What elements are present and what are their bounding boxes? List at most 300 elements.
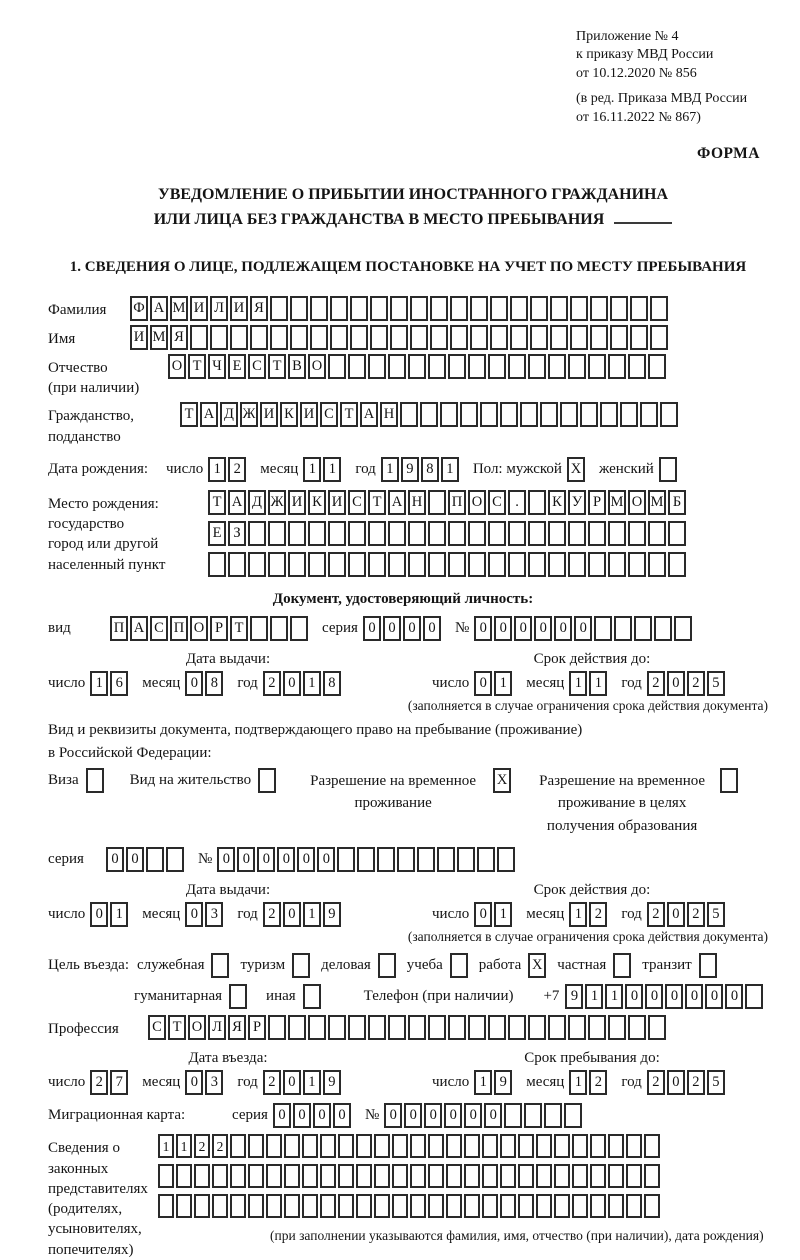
char-box: 0	[444, 1103, 462, 1128]
char-box: 2	[687, 902, 705, 927]
profession-row	[48, 1015, 778, 1040]
char-box: О	[628, 490, 646, 515]
char-box	[590, 325, 608, 350]
visit-purpose-row2	[134, 984, 778, 1009]
entry-date-fields	[48, 1070, 408, 1095]
char-box	[568, 1015, 586, 1040]
char-box	[448, 354, 466, 379]
char-box	[488, 1015, 506, 1040]
residence-doc-series-row	[48, 847, 778, 872]
char-box: 0	[423, 616, 441, 641]
purpose-business	[321, 953, 398, 978]
year-label: год	[355, 460, 376, 477]
char-box	[482, 1194, 498, 1218]
char-box: 3	[205, 902, 223, 927]
char-box	[568, 354, 586, 379]
char-box	[428, 552, 446, 577]
purpose-humanitarian-checkbox	[229, 984, 249, 1009]
purpose-work-checkbox	[528, 953, 548, 978]
rvp-number-boxes	[217, 847, 517, 872]
form-title-line2	[48, 208, 778, 233]
char-box: Т	[180, 402, 198, 427]
char-box: 9	[565, 984, 583, 1009]
birth-place-label-line: город или другой	[48, 536, 159, 553]
sex-male-checkbox	[567, 457, 587, 482]
doc-valid-date	[432, 651, 752, 696]
char-box	[468, 521, 486, 546]
purpose-work-label: работа	[478, 957, 522, 974]
char-box: 8	[205, 671, 223, 696]
entry-day	[90, 1070, 130, 1095]
surname-row	[48, 296, 778, 321]
rvp-issue-fields	[48, 902, 408, 927]
entry-month	[185, 1070, 225, 1095]
char-box: О	[308, 354, 326, 379]
month-label: месяц	[142, 674, 181, 691]
rvp-valid-heading: Срок действия до:	[533, 882, 651, 899]
char-box: 0	[293, 1103, 311, 1128]
char-box: 0	[474, 616, 492, 641]
residence-doc-intro1: Вид и реквизиты документа, подтверждающего право на пребывание (проживание)	[48, 721, 583, 738]
char-box: 0	[403, 616, 421, 641]
stay-until-fields	[432, 1070, 752, 1095]
purpose-humanitarian-label: гуманитарная	[134, 988, 223, 1005]
char-box: 0	[474, 902, 492, 927]
rvp-issue-heading: Дата выдачи:	[185, 882, 271, 899]
char-box	[448, 521, 466, 546]
char-box: Т	[368, 490, 386, 515]
char-box: 8	[421, 457, 439, 482]
char-box: Т	[168, 1015, 186, 1040]
month-label: месяц	[142, 906, 181, 923]
char-box	[548, 552, 566, 577]
char-box: А	[130, 616, 148, 641]
char-box: П	[448, 490, 466, 515]
doc-issue-heading: Дата выдачи:	[185, 650, 271, 667]
char-box: X	[528, 953, 546, 978]
char-box: 0	[667, 902, 685, 927]
purpose-business-label: деловая	[321, 957, 371, 974]
char-box	[508, 1015, 526, 1040]
char-box: А	[228, 490, 246, 515]
char-box	[328, 521, 346, 546]
char-box: 0	[333, 1103, 351, 1128]
char-box	[308, 1015, 326, 1040]
char-box	[572, 1134, 588, 1158]
day-label: число	[48, 1074, 86, 1091]
char-box	[328, 354, 346, 379]
doc-kind-label: вид	[48, 619, 71, 636]
char-box: 0	[534, 616, 552, 641]
char-box: 0	[725, 984, 743, 1009]
char-box	[548, 354, 566, 379]
char-box	[648, 521, 666, 546]
day-label: число	[432, 674, 470, 691]
char-box: 0	[685, 984, 703, 1009]
char-box	[588, 1015, 606, 1040]
day-label: число	[432, 1074, 470, 1091]
identity-doc-heading: Документ, удостоверяющий личность:	[272, 590, 534, 607]
char-box: 0	[464, 1103, 482, 1128]
profession-boxes	[148, 1015, 668, 1040]
char-box	[610, 325, 628, 350]
birth-place-label-line: Место рождения:	[48, 495, 159, 512]
char-box	[368, 354, 386, 379]
birth-day-boxes	[208, 457, 248, 482]
char-box	[644, 1194, 660, 1218]
char-box	[400, 402, 418, 427]
char-box	[350, 296, 368, 321]
char-box: Н	[380, 402, 398, 427]
char-box	[348, 552, 366, 577]
char-box	[440, 402, 458, 427]
char-box	[266, 1164, 282, 1188]
char-box	[530, 296, 548, 321]
representatives-label	[48, 1134, 158, 1260]
char-box	[230, 1194, 246, 1218]
char-box	[450, 296, 468, 321]
char-box: 0	[484, 1103, 502, 1128]
char-box	[290, 296, 308, 321]
amendment-line: (в ред. Приказа МВД России	[576, 91, 748, 107]
char-box	[308, 552, 326, 577]
char-box	[590, 1164, 606, 1188]
char-box	[540, 402, 558, 427]
purpose-private	[557, 953, 633, 978]
char-box: 0	[404, 1103, 422, 1128]
char-box: 0	[574, 616, 592, 641]
year-label: год	[237, 906, 258, 923]
char-box	[608, 521, 626, 546]
char-box	[212, 1164, 228, 1188]
char-box: Б	[668, 490, 686, 515]
char-box: .	[508, 490, 526, 515]
char-box: 0	[667, 1070, 685, 1095]
char-box: М	[648, 490, 666, 515]
char-box: 2	[687, 1070, 705, 1095]
representatives-label-line: представителях	[48, 1180, 148, 1197]
char-box	[446, 1134, 462, 1158]
char-box: 0	[514, 616, 532, 641]
char-box	[648, 552, 666, 577]
purpose-official-checkbox	[211, 953, 231, 978]
char-box	[348, 354, 366, 379]
char-box: 0	[277, 847, 295, 872]
char-box: 0	[363, 616, 381, 641]
char-box	[580, 402, 598, 427]
char-box: 7	[110, 1070, 128, 1095]
stay-until-month	[569, 1070, 609, 1095]
char-box	[568, 521, 586, 546]
char-box	[337, 847, 355, 872]
char-box	[554, 1194, 570, 1218]
char-box: М	[170, 296, 188, 321]
char-box	[248, 1194, 264, 1218]
char-box: 1	[381, 457, 399, 482]
char-box: 0	[384, 1103, 402, 1128]
residence-permit-label: Вид на жительство	[129, 771, 252, 788]
purpose-other	[266, 984, 323, 1009]
char-box	[520, 402, 538, 427]
char-box	[626, 1194, 642, 1218]
sex-female-checkbox	[659, 457, 679, 482]
char-box: 1	[158, 1134, 174, 1158]
entry-year	[263, 1070, 343, 1095]
char-box: К	[280, 402, 298, 427]
char-box: 2	[212, 1134, 228, 1158]
representatives-label-line: попечителях)	[48, 1241, 134, 1258]
visit-purpose-row1	[48, 953, 778, 978]
surname-label: Фамилия	[48, 301, 107, 318]
year-label: год	[621, 1074, 642, 1091]
char-box	[428, 1015, 446, 1040]
char-box	[497, 847, 515, 872]
char-box: С	[488, 490, 506, 515]
char-box: 6	[110, 671, 128, 696]
identity-doc-dates	[48, 651, 778, 696]
citizenship-row	[48, 402, 778, 447]
char-box	[628, 354, 646, 379]
citizenship-label	[48, 402, 180, 447]
char-box	[392, 1164, 408, 1188]
rvp-issue-month	[185, 902, 225, 927]
visa-label: Виза	[48, 771, 79, 788]
char-box: Ж	[268, 490, 286, 515]
char-box	[194, 1164, 210, 1188]
char-box: Ж	[240, 402, 258, 427]
char-box: 2	[228, 457, 246, 482]
residence-doc-options	[48, 768, 778, 838]
char-box: Т	[208, 490, 226, 515]
char-box	[284, 1134, 300, 1158]
char-box	[320, 1164, 336, 1188]
char-box	[368, 521, 386, 546]
char-box: 0	[424, 1103, 442, 1128]
char-box: О	[168, 354, 186, 379]
representatives-row1	[158, 1134, 764, 1158]
char-box	[176, 1164, 192, 1188]
char-box	[630, 296, 648, 321]
char-box: 1	[110, 902, 128, 927]
char-box	[430, 325, 448, 350]
doc-valid-fields	[432, 671, 752, 696]
char-box	[572, 1194, 588, 1218]
purpose-business-checkbox	[378, 953, 398, 978]
doc-number-boxes	[474, 616, 694, 641]
char-box: 1	[589, 671, 607, 696]
char-box	[303, 984, 321, 1009]
char-box: 1	[303, 457, 321, 482]
char-box	[608, 1015, 626, 1040]
char-box	[397, 847, 415, 872]
char-box: Т	[268, 354, 286, 379]
char-box	[258, 768, 276, 793]
char-box: 1	[303, 902, 321, 927]
char-box	[338, 1194, 354, 1218]
doc-series-label: серия	[322, 619, 358, 636]
char-box	[588, 552, 606, 577]
char-box	[613, 953, 631, 978]
char-box	[356, 1134, 372, 1158]
doc-kind-boxes	[110, 616, 310, 641]
char-box	[446, 1194, 462, 1218]
rvp-valid-year	[647, 902, 727, 927]
birth-place-label-line: государство	[48, 516, 125, 533]
char-box: Е	[208, 521, 226, 546]
char-box: Д	[248, 490, 266, 515]
char-box	[644, 1134, 660, 1158]
char-box	[248, 1164, 264, 1188]
char-box: 1	[323, 457, 341, 482]
purpose-tourism	[240, 953, 312, 978]
patronymic-label	[48, 354, 168, 399]
char-box: И	[190, 296, 208, 321]
char-box: 0	[126, 847, 144, 872]
char-box	[410, 325, 428, 350]
char-box: Р	[248, 1015, 266, 1040]
char-box: М	[608, 490, 626, 515]
rvp-number-label: №	[198, 851, 213, 868]
char-box	[288, 1015, 306, 1040]
char-box	[338, 1134, 354, 1158]
char-box	[230, 1164, 246, 1188]
char-box	[368, 1015, 386, 1040]
char-box: 2	[194, 1134, 210, 1158]
char-box	[528, 354, 546, 379]
char-box	[270, 325, 288, 350]
char-box	[348, 1015, 366, 1040]
name-label: Имя	[48, 330, 76, 347]
char-box: И	[130, 325, 148, 350]
char-box: А	[388, 490, 406, 515]
char-box: С	[348, 490, 366, 515]
char-box	[268, 521, 286, 546]
form-title-line1: УВЕДОМЛЕНИЕ О ПРИБЫТИИ ИНОСТРАННОГО ГРАЖДАНИНА	[157, 186, 669, 204]
doc-valid-day	[474, 671, 514, 696]
char-box	[158, 1194, 174, 1218]
char-box	[650, 296, 668, 321]
char-box: 1	[90, 671, 108, 696]
char-box	[640, 402, 658, 427]
char-box: П	[170, 616, 188, 641]
char-box: 1	[569, 1070, 587, 1095]
edu-permit-option	[531, 768, 740, 838]
char-box	[417, 847, 435, 872]
birth-month-boxes	[303, 457, 343, 482]
year-label: год	[621, 674, 642, 691]
char-box	[430, 296, 448, 321]
char-box	[288, 521, 306, 546]
char-box	[370, 325, 388, 350]
char-box	[628, 1015, 646, 1040]
doc-number-label: №	[454, 619, 470, 636]
mc-number-label: №	[364, 1107, 380, 1124]
char-box	[659, 457, 677, 482]
char-box	[250, 616, 268, 641]
visa-checkbox	[86, 768, 106, 793]
char-box	[590, 1134, 606, 1158]
year-label: год	[237, 1074, 258, 1091]
char-box: 0	[283, 902, 301, 927]
char-box	[544, 1103, 562, 1128]
citizenship-label-line2: подданство	[48, 428, 121, 445]
purpose-private-checkbox	[613, 953, 633, 978]
char-box	[590, 296, 608, 321]
char-box	[620, 402, 638, 427]
char-box: Н	[408, 490, 426, 515]
char-box: А	[200, 402, 218, 427]
char-box: И	[260, 402, 278, 427]
appendix-line: к приказу МВД России	[576, 47, 714, 63]
birth-place-row1	[208, 490, 688, 515]
temp-permit-option	[300, 768, 513, 815]
char-box: В	[288, 354, 306, 379]
profession-label: Профессия	[48, 1021, 119, 1038]
char-box	[428, 490, 446, 515]
char-box: 5	[707, 1070, 725, 1095]
birth-place-label	[48, 490, 208, 575]
char-box	[378, 953, 396, 978]
month-label: месяц	[526, 674, 565, 691]
phone-boxes	[565, 984, 765, 1009]
char-box	[699, 953, 717, 978]
char-box: 1	[208, 457, 226, 482]
char-box: О	[468, 490, 486, 515]
day-label: число	[166, 460, 204, 477]
char-box	[268, 552, 286, 577]
rvp-issue-day	[90, 902, 130, 927]
residence-doc-dates	[48, 882, 778, 927]
sex-female-label: женский	[598, 460, 654, 477]
char-box	[284, 1164, 300, 1188]
char-box: 0	[625, 984, 643, 1009]
char-box	[388, 521, 406, 546]
char-box	[428, 354, 446, 379]
char-box	[208, 552, 226, 577]
char-box: Л	[210, 296, 228, 321]
char-box: 0	[185, 1070, 203, 1095]
form-title	[48, 183, 778, 233]
char-box	[464, 1164, 480, 1188]
char-box: 2	[647, 902, 665, 927]
month-label: месяц	[260, 460, 299, 477]
char-box: 0	[297, 847, 315, 872]
birth-place-row2	[208, 521, 688, 546]
appendix-block	[576, 28, 778, 127]
rvp-valid-fields	[432, 902, 752, 927]
representatives-label-line: усыновителях,	[48, 1221, 142, 1238]
char-box	[720, 768, 738, 793]
char-box	[508, 354, 526, 379]
char-box: О	[188, 1015, 206, 1040]
char-box	[528, 1015, 546, 1040]
char-box	[548, 1015, 566, 1040]
char-box: С	[150, 616, 168, 641]
char-box	[248, 1134, 264, 1158]
appendix-line: от 10.12.2020 № 856	[576, 65, 697, 81]
char-box: С	[148, 1015, 166, 1040]
residence-doc-intro2: в Российской Федерации:	[48, 744, 212, 761]
day-label: число	[432, 906, 470, 923]
char-box	[320, 1194, 336, 1218]
char-box	[457, 847, 475, 872]
doc-valid-heading: Срок действия до:	[533, 650, 651, 667]
char-box: 0	[257, 847, 275, 872]
char-box: У	[568, 490, 586, 515]
char-box	[194, 1194, 210, 1218]
patronymic-row	[48, 354, 778, 399]
temp-permit-checkbox	[493, 768, 513, 793]
